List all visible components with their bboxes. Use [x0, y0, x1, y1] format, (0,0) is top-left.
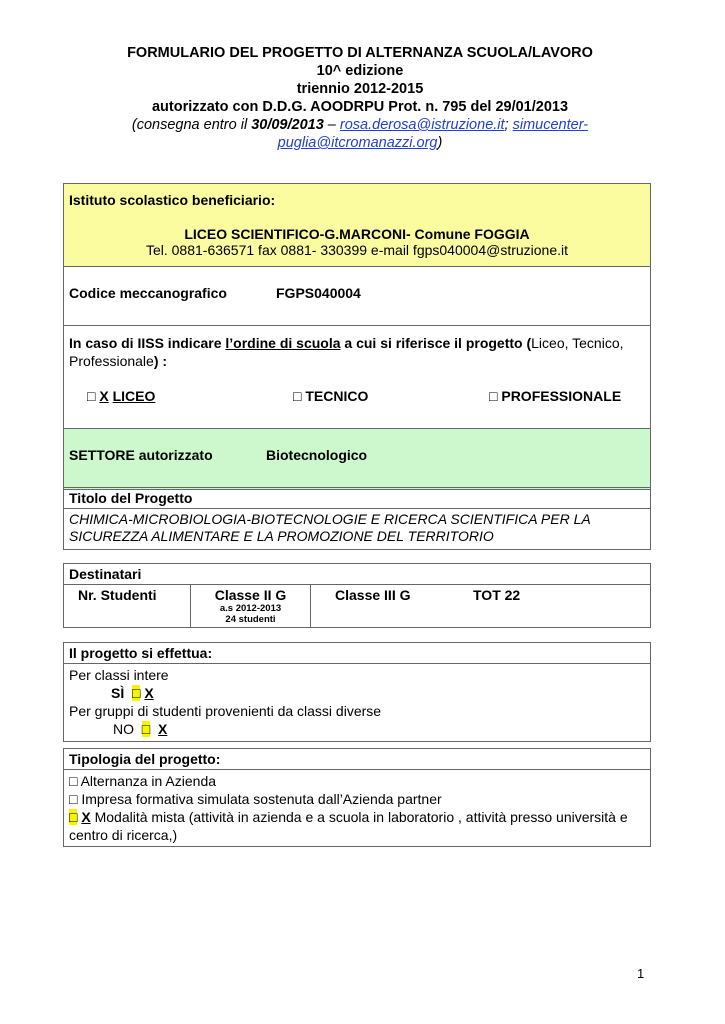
ordine-instruction: In caso di IISS indicare l’ordine di scuola a cui si riferisce il progetto (Liceo, Tecnico, Professionale) : [69, 335, 624, 369]
effettua-content [64, 664, 651, 742]
classe-ii-year: a.s 2012-2013 [219, 603, 282, 614]
classe-iii-cell [311, 585, 651, 628]
option-no[interactable]: NO □ X [113, 721, 168, 737]
email-link-2[interactable]: simucenter-puglia@itcromanazzi.org [277, 117, 589, 151]
ordine-cell [64, 326, 651, 429]
header-triennio: triennio 2012-2015 [296, 81, 424, 97]
classe-ii-cell [191, 585, 311, 628]
classe-ii-count: 24 studenti [225, 614, 276, 625]
istituto-label: Istituto scolastico beneficiario: [69, 192, 276, 208]
tot-value: TOT 22 [473, 587, 521, 603]
titolo-label: Titolo del Progetto [64, 488, 651, 509]
classe-iii-label: Classe III G [335, 587, 411, 603]
email-link-1[interactable]: rosa.derosa@istruzione.it [339, 117, 505, 133]
nr-studenti-label: Nr. Studenti [64, 585, 191, 628]
settore-cell [64, 429, 651, 490]
settore-value: Biotecnologico [266, 447, 368, 463]
option-tecnico[interactable]: □ TECNICO [293, 388, 369, 404]
effettua-line1: Per classi intere [69, 667, 169, 683]
option-si[interactable]: SÌ □ X [111, 685, 154, 701]
destinatari-table [63, 563, 651, 628]
checkbox-mista[interactable]: □ [69, 809, 78, 825]
istituto-table [63, 183, 651, 490]
option-mista[interactable]: □ X Modalità mista (attività in azienda e a scuola in laboratorio , attività presso università e centro di ricerca,) [69, 809, 628, 843]
header-edition: 10^ edizione [316, 63, 404, 79]
settore-label: SETTORE autorizzato [69, 447, 213, 463]
destinatari-label: Destinatari [64, 564, 651, 585]
titolo-table [63, 487, 651, 550]
header-deadline: (consegna entro il 30/09/2013 – rosa.derosa@istruzione.it; simucenter-puglia@itcromanazzi.org) [131, 117, 589, 151]
page-number: 1 [637, 966, 645, 981]
codice-cell [64, 267, 651, 326]
effettua-table [63, 642, 651, 742]
tipologia-content [64, 770, 651, 847]
codice-value: FGPS040004 [276, 285, 361, 301]
option-professionale[interactable]: □ PROFESSIONALE [489, 388, 622, 404]
istituto-name: LICEO SCIENTIFICO-G.MARCONI- Comune FOGGIA [184, 226, 530, 242]
checkbox-si[interactable]: □ [132, 685, 141, 701]
option-liceo[interactable]: □ X LICEO [87, 388, 156, 404]
tipologia-label: Tipologia del progetto: [64, 749, 651, 770]
header-title: FORMULARIO DEL PROGETTO DI ALTERNANZA SCUOLA/LAVORO [127, 45, 593, 61]
effettua-label: Il progetto si effettua: [64, 643, 651, 664]
codice-label: Codice meccanografico [69, 285, 227, 301]
ordine-choices [69, 388, 645, 404]
header-authorization: autorizzato con D.D.G. AOODRPU Prot. n. 795 del 29/01/2013 [151, 99, 569, 115]
istituto-contacts: Tel. 0881-636571 fax 0881- 330399 e-mail fgps040004@struzione.it [145, 242, 569, 258]
effettua-line2: Per gruppi di studenti provenienti da classi diverse [69, 703, 382, 719]
checkbox-no[interactable]: □ [141, 721, 151, 737]
option-alternanza[interactable]: □ Alternanza in Azienda [69, 773, 217, 789]
classe-ii-label: Classe II G [214, 587, 287, 603]
document-header [80, 44, 640, 152]
deadline-date: 30/09/2013 [251, 117, 324, 133]
tipologia-table [63, 748, 651, 847]
istituto-cell [64, 184, 651, 267]
option-impresa[interactable]: □ Impresa formativa simulata sostenuta dall’Azienda partner [69, 791, 442, 807]
titolo-value: CHIMICA-MICROBIOLOGIA-BIOTECNOLOGIE E RICERCA SCIENTIFICA PER LA SICUREZZA ALIMENTARE E LA PROMOZIONE DEL TERRITORIO [64, 509, 651, 550]
